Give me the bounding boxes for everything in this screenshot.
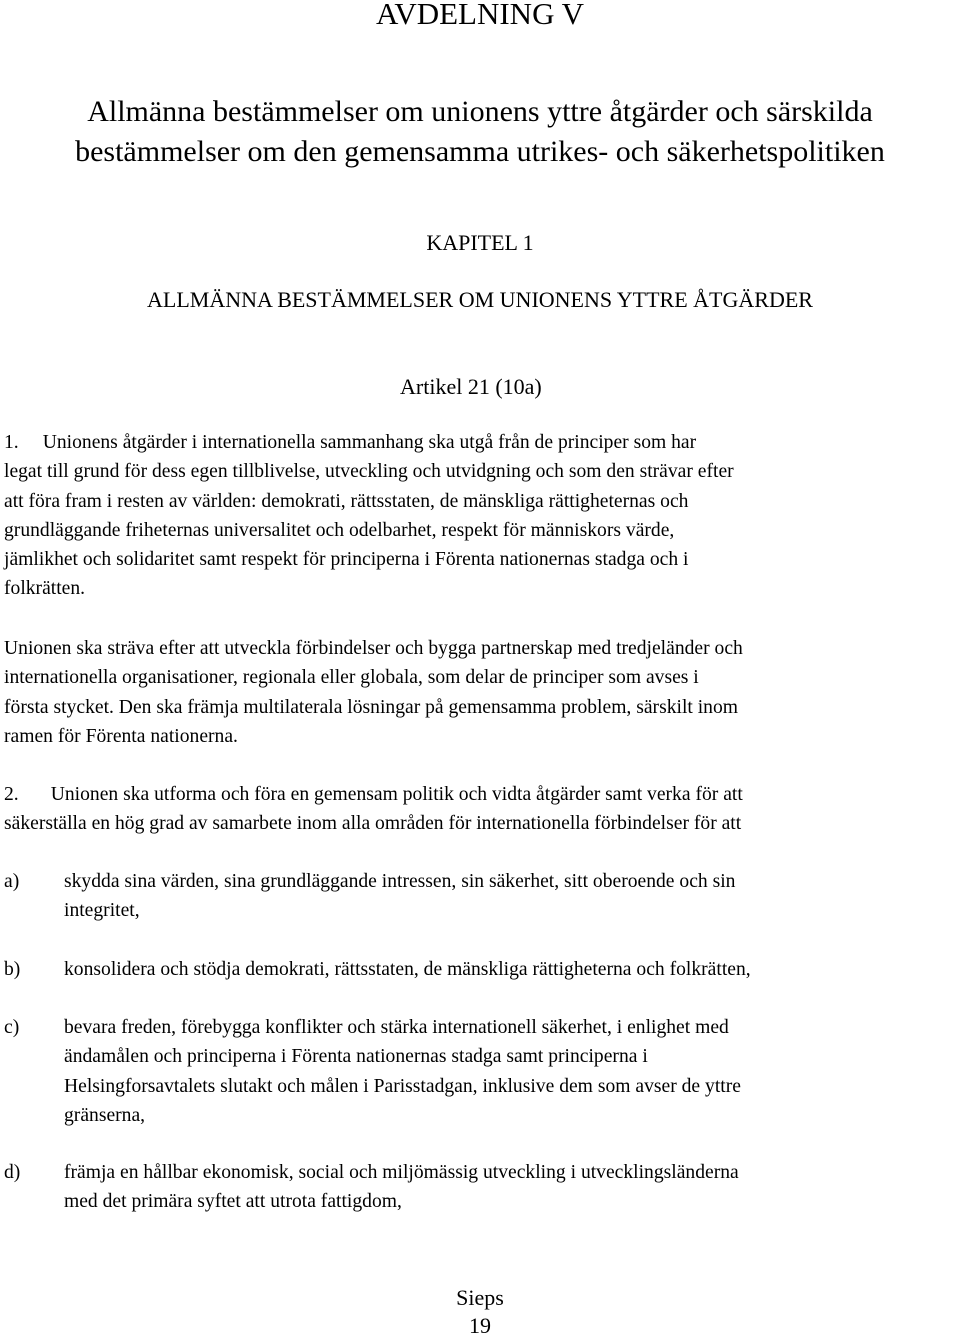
article-title: Artikel 21 (10a) xyxy=(400,374,542,399)
paragraph-line: Unionen ska sträva efter att utveckla förbindelser och bygga partnerskap med tredjeländer och xyxy=(4,638,743,659)
page-number: 19 xyxy=(469,1313,491,1338)
paragraph-line: jämlikhet och solidaritet samt respekt för principerna i Förenta nationernas stadga och i xyxy=(4,549,689,571)
list-marker: a) xyxy=(4,871,20,892)
paragraph-line: säkerställa en hög grad av samarbete inom alla områden för internationella förbindelser för att xyxy=(4,813,742,835)
list-marker: b) xyxy=(4,959,21,980)
footer-publisher: Sieps xyxy=(456,1285,504,1310)
paragraph-number: 2. xyxy=(4,784,19,805)
main-heading-line: Allmänna bestämmelser om unionens yttre åtgärder och särskilda xyxy=(87,95,873,128)
list-item-text: konsolidera och stödja demokrati, rättsstaten, de mänskliga rättigheterna och folkrätten, xyxy=(64,959,751,980)
chapter-subtitle: ALLMÄNNA BESTÄMMELSER OM UNIONENS YTTRE ÅTGÄRDER xyxy=(147,287,813,312)
paragraph-line: grundläggande friheternas universalitet och odelbarhet, respekt för människors värde, xyxy=(4,519,675,541)
chapter-title: KAPITEL 1 xyxy=(426,230,534,255)
list-item-text: bevara freden, förebygga konflikter och stärka internationell säkerhet, i enlighet med ändamålen och principerna i Förenta nationernas stadga samt principerna i Helsingforsavtalets slutakt och målen i Parisstadgan, inklusive dem som avser de yttre gränserna, xyxy=(64,1017,741,1126)
paragraph-number: 1. xyxy=(4,432,19,453)
paragraph-1 xyxy=(4,428,960,604)
main-heading-line: bestämmelser om den gemensamma utrikes- och säkerhetspolitiken xyxy=(75,135,885,168)
list-item-text: skydda sina värden, sina grundläggande intressen, sin säkerhet, sitt oberoende och sin integritet, xyxy=(64,871,736,922)
list-item-text: främja en hållbar ekonomisk, social och miljömässig utveckling i utvecklingsländerna med det primära syftet att utrota fattigdom, xyxy=(64,1162,739,1213)
paragraph-line: att föra fram i resten av världen: demokrati, rättsstaten, de mänskliga rättigheternas och xyxy=(4,490,689,512)
paragraph-2 xyxy=(4,780,960,839)
paragraph-line: första stycket. Den ska främja multilaterala lösningar på gemensamma problem, särskilt inom xyxy=(4,696,739,718)
paragraph-line: internationella organisationer, regionala eller globala, som delar de principer som avses i xyxy=(4,667,699,689)
main-heading xyxy=(0,92,960,172)
page-footer xyxy=(0,1284,960,1340)
paragraph-1-subparagraph xyxy=(4,634,960,751)
list-marker: d) xyxy=(4,1162,21,1183)
paragraph-line: legat till grund för dess egen tillblivelse, utveckling och utvidgning och som den strävar efter xyxy=(4,461,734,483)
list-marker: c) xyxy=(4,1017,20,1038)
paragraph-line: folkrätten. xyxy=(4,578,86,600)
paragraph-line: ramen för Förenta nationerna. xyxy=(4,725,238,747)
paragraph-line: 1. Unionens åtgärder i internationella sammanhang ska utgå från de principer som har xyxy=(4,432,697,453)
section-title: AVDELNING V xyxy=(375,0,585,31)
paragraph-line: 2. Unionen ska utforma och föra en gemensam politik och vidta åtgärder samt verka för att xyxy=(4,784,743,805)
